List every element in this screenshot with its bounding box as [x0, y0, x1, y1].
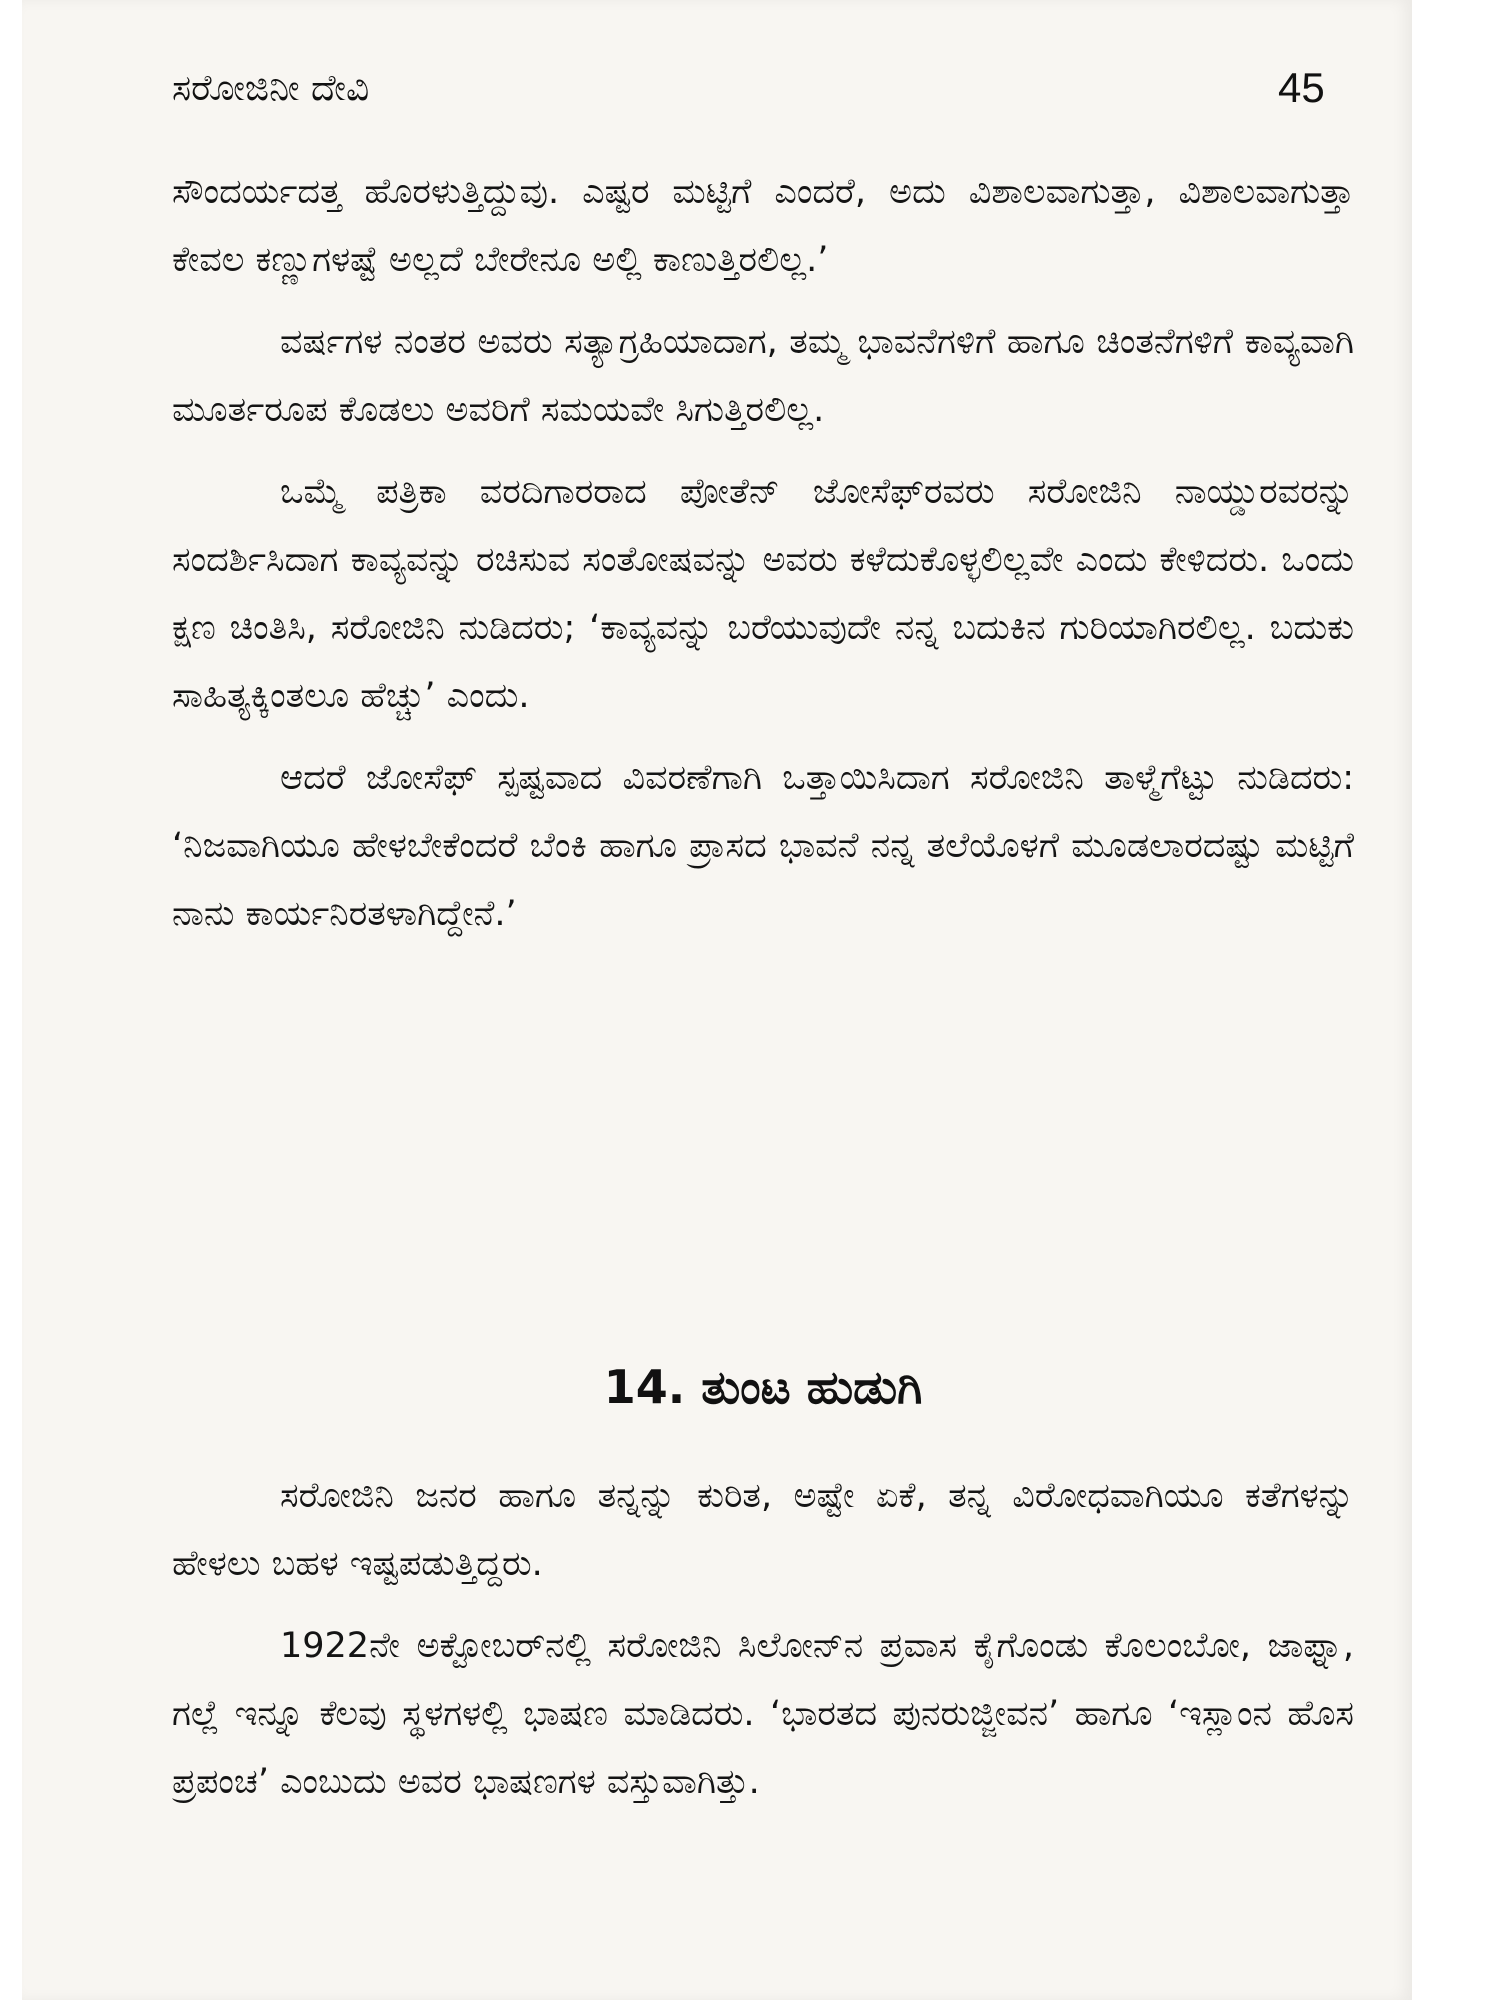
chapter-heading: 14. ತುಂಟ ಹುಡುಗಿ [603, 1360, 923, 1414]
paragraph: ಒಮ್ಮೆ ಪತ್ರಿಕಾ ವರದಿಗಾರರಾದ ಪೋತೆನ್ ಜೋಸೆಫ್‌ರವರು ಸರೋಜಿನಿ ನಾಯ್ಡುರವರನ್ನು ಸಂದರ್ಶಿಸಿದಾಗ ಕಾವ್ಯವನ್ನು ರಚಿಸುವ ಸಂತೋಷವನ್ನು ಅವರು ಕಳೆದುಕೊಳ್ಳಲಿಲ್ಲವೇ ಎಂದು ಕೇಳಿದರು. ಒಂದು ಕ್ಷಣ ಚಿಂತಿಸಿ, ಸರೋಜಿನಿ ನುಡಿದರು; ‘ಕಾವ್ಯವನ್ನು ಬರೆಯುವುದೇ ನನ್ನ ಬದುಕಿನ ಗುರಿಯಾಗಿರಲಿಲ್ಲ. ಬದುಕು ಸಾಹಿತ್ಯಕ್ಕಿಂತಲೂ ಹೆಚ್ಚು’ ಎಂದು. [172, 472, 1354, 716]
paragraph: ಸೌಂದರ್ಯದತ್ತ ಹೊರಳುತ್ತಿದ್ದುವು. ಎಷ್ಟರ ಮಟ್ಟಿಗೆ ಎಂದರೆ, ಅದು ವಿಶಾಲವಾಗುತ್ತಾ, ವಿಶಾಲವಾಗುತ್ತಾ ಕೇವಲ ಕಣ್ಣುಗಳಷ್ಟೆ ಅಲ್ಲದೆ ಬೇರೇನೂ ಅಲ್ಲಿ ಕಾಣುತ್ತಿರಲಿಲ್ಲ.’ [172, 172, 1354, 280]
paragraph: 1922ನೇ ಅಕ್ಟೋಬರ್‌ನಲ್ಲಿ ಸರೋಜಿನಿ ಸಿಲೋನ್‌ನ ಪ್ರವಾಸ ಕೈಗೊಂಡು ಕೊಲಂಬೋ, ಜಾಫ್ನಾ, ಗಲ್ಲೆ ಇನ್ನೂ ಕೆಲವು ಸ್ಥಳಗಳಲ್ಲಿ ಭಾಷಣ ಮಾಡಿದರು. ‘ಭಾರತದ ಪುನರುಜ್ಜೀವನ’ ಹಾಗೂ ‘ಇಸ್ಲಾಂನ ಹೊಸ ಪ್ರಪಂಚ’ ಎಂಬುದು ಅವರ ಭಾಷಣಗಳ ವಸ್ತುವಾಗಿತ್ತು. [172, 1626, 1354, 1802]
paragraph: ಸರೋಜಿನಿ ಜನರ ಹಾಗೂ ತನ್ನನ್ನು ಕುರಿತ, ಅಷ್ಟೇ ಏಕೆ, ತನ್ನ ವಿರೋಧವಾಗಿಯೂ ಕತೆಗಳನ್ನು ಹೇಳಲು ಬಹಳ ಇಷ್ಟಪಡುತ್ತಿದ್ದರು. [172, 1476, 1354, 1584]
paragraph: ವರ್ಷಗಳ ನಂತರ ಅವರು ಸತ್ಯಾಗ್ರಹಿಯಾದಾಗ, ತಮ್ಮ ಭಾವನೆಗಳಿಗೆ ಹಾಗೂ ಚಿಂತನೆಗಳಿಗೆ ಕಾವ್ಯವಾಗಿ ಮೂರ್ತರೂಪ ಕೊಡಲು ಅವರಿಗೆ ಸಮಯವೇ ಸಿಗುತ್ತಿರಲಿಲ್ಲ. [172, 322, 1354, 430]
text-block-upper [172, 158, 1354, 948]
book-page [22, 0, 1412, 2000]
running-header-title: ಸರೋಜಿನೀ ದೇವಿ [172, 68, 370, 109]
page-number: 45 [1278, 64, 1325, 111]
text-block-lower [172, 1462, 1354, 1816]
paragraph: ಆದರೆ ಜೋಸೆಫ್ ಸ್ಪಷ್ಟವಾದ ವಿವರಣೆಗಾಗಿ ಒತ್ತಾಯಿಸಿದಾಗ ಸರೋಜಿನಿ ತಾಳ್ಮೆಗೆಟ್ಟು ನುಡಿದರು: ‘ನಿಜವಾಗಿಯೂ ಹೇಳಬೇಕೆಂದರೆ ಬೆಂಕಿ ಹಾಗೂ ಪ್ರಾಸದ ಭಾವನೆ ನನ್ನ ತಲೆಯೊಳಗೆ ಮೂಡಲಾರದಷ್ಟು ಮಟ್ಟಿಗೆ ನಾನು ಕಾರ್ಯನಿರತಳಾಗಿದ್ದೇನೆ.’ [172, 758, 1354, 934]
